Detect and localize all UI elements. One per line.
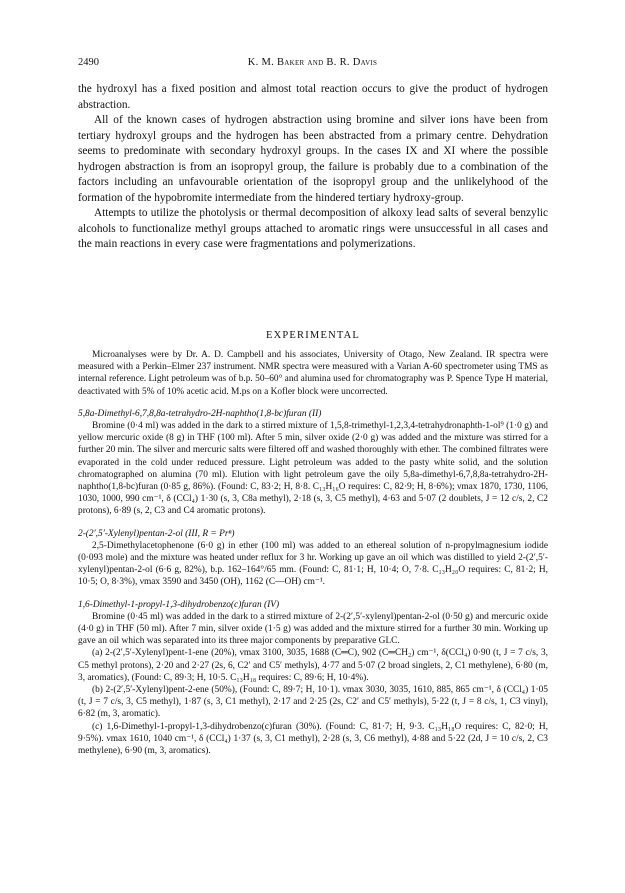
page-header (78, 57, 547, 71)
compound-iii-heading: 2-(2′,5′-Xylenyl)pentan-2-ol (III, R = Prⁿ) (78, 528, 235, 539)
page-number: 2490 (78, 57, 99, 68)
compound-iv-product-a: (a) 2-(2′,5′-Xylenyl)pent-1-ene (20%), νmax 3100, 3035, 1688 (C═C), 902 (C═CH₂) cm⁻¹, δ(CCl₄) 0·90 (t, J = 7 c/s, 3, C5 methyl protons), 2·20 and 2·27 (2s, 6, C2′ and C5′ methyls), 4·77 and 5·07 (2 broad singlets, 2, C1 methylene), 6·80 (m, 3, aromatics), (Found: C, 89·3; H, 10·5. C₁₃H₁₈ requires: C, 89·6; H, 10·4%). (78, 648, 548, 683)
paragraph-1: the hydroxyl has a fixed position and almost total reaction occurs to give the product of hydrogen abstraction. (78, 83, 548, 111)
experimental-intro: Microanalyses were by Dr. A. D. Campbell and his associates, University of Otago, New Zealand. IR spectra were measured with a Perkin–Elmer 237 instrument. NMR spectra were measured with a Varian A-60 spectrometer using TMS as internal reference. Light petroleum was of b.p. 50–60° and alumina used for chromatography was P. Spence Type H material, deactivated with 5% of 10% acetic acid. M.ps on a Kofler block were uncorrected. (78, 350, 548, 397)
compound-ii-procedure: Bromine (0·4 ml) was added in the dark to a stirred mixture of 1,5,8-trimethyl-1,2,3,4-tetrahydronaphth-1-ol⁹ (1·0 g) and yellow mercuric oxide (8 g) in THF (100 ml). After 5 min, silver oxide (2·0 g) was added and the mixture was stirred for a further 20 min. The silver and mercuric salts were filtered off and washed thoroughly with ether. The combined filtrates were evaporated in the cold under reduced pressure. Light petroleum was added to the pasty white solid, and the solution chromatographed on alumina (70 ml). Elution with light petroleum gave the oily 5,8a-dimethyl-6,7,8,8a-tetrahydro-2H-naphtho(1,8-bc)furan (0·85 g, 86%). (Found: C, 83·2; H, 8·8. C₁₃H₁₆O requires: C, 82·9; H, 8·6%); νmax 1870, 1730, 1106, 1030, 1000, 990 cm⁻¹, δ (CCl₄) 1·30 (s, 3, C8a methyl), 2·18 (s, 3, C5 methyl), 4·63 and 5·07 (2 doublets, J = 12 c/s, 2, C2 protons), 6·89 (s, 2, C3 and C4 aromatic protons). (78, 421, 548, 517)
compound-iv-procedure: Bromine (0·45 ml) was added in the dark to a stirred mixture of 2-(2′,5′-xylenyl)pentan-2-ol (0·50 g) and mercuric oxide (4·0 g) in THF (50 ml). After 7 min, silver oxide (1·5 g) was added and the mixture stirred for a further 30 min. Working up gave an oil which was separated into its three major components by preparative GLC. (78, 611, 548, 647)
compound-iv-heading: 1,6-Dimethyl-1-propyl-1,3-dihydrobenzo(c)furan (IV) (78, 599, 280, 610)
compound-iii-procedure: 2,5-Dimethylacetophenone (6·0 g) in ether (100 ml) was added to an ethereal solution of n-propylmagnesium iodide (0·093 mole) and the mixture was heated under reflux for 3 hr. Working up gave an oil which was distilled to yield 2-(2′,5′-xylenyl)pentan-2-ol (6·6 g, 82%), b.p. 162–164°/65 mm. (Found: C, 81·1; H, 10·4; O, 7·8. C₁₃H₂₀O requires: C, 81·2; H, 10·5; O, 8·3%), νmax 3590 and 3450 (OH), 1162 (C—OH) cm⁻¹. (78, 540, 548, 588)
paragraph-3: Attempts to utilize the photolysis or thermal decomposition of alkoxy lead salts of several benzylic alcohols to functionalize methyl groups attached to aromatic rings were unsuccessful in all cases and the main reactions in every case were fragmentations and polymerizations. (78, 207, 548, 250)
paragraph-2: All of the known cases of hydrogen abstraction using bromine and silver ions have been from tertiary hydroxyl groups and the hydrogen has been abstracted from a primary centre. Dehydration seems to predominate with secondary hydroxyl groups. In the cases IX and XI where the possible hydrogen abstraction is from an isopropyl group, the failure is probably due to a combination of the factors including an unfavourable orientation of the isopropyl group and the unlikelyhood of the formation of the hypobromite intermediate from the hindered tertiary hydroxy-group. (78, 114, 548, 204)
compound-ii-heading: 5,8a-Dimethyl-6,7,8,8a-tetrahydro-2H-naphtho(1,8-bc)furan (II) (78, 408, 322, 419)
experimental-section (78, 349, 548, 757)
compound-iv-product-c: (c) 1,6-Dimethyl-1-propyl-1,3-dihydrobenzo(c)furan (30%). (Found: C, 81·7; H, 9·3. C₁₃H₁₈O requires: C, 82·0; H, 9·5%). νmax 1610, 1040 cm⁻¹, δ (CCl₄) 1·37 (s, 3, C1 methyl), 2·28 (s, 3, C6 methyl), 4·88 and 5·22 (2d, J = 10 c/s, 2, C3 methylene), 6·90 (m, 3, aromatics). (78, 721, 548, 757)
compound-iv-product-b: (b) 2-(2′,5′-Xylenyl)pent-2-ene (50%), (Found: C, 89·7; H, 10·1). νmax 3030, 3035, 1610, 885, 865 cm⁻¹, δ (CCl₄) 1·05 (t, J = 7 c/s, 3, C5 methyl), 1·87 (s, 3, C1 methyl), 2·17 and 2·25 (2s, C2′ and C5′ methyls), 5·22 (t, J = 8 c/s, 1, C3 vinyl), 6·82 (m, 3, aromatic). (78, 685, 548, 720)
experimental-heading: EXPERIMENTAL (265, 330, 361, 341)
running-title: K. M. Baker and B. R. Davis (247, 57, 378, 68)
discussion-text (78, 82, 548, 253)
